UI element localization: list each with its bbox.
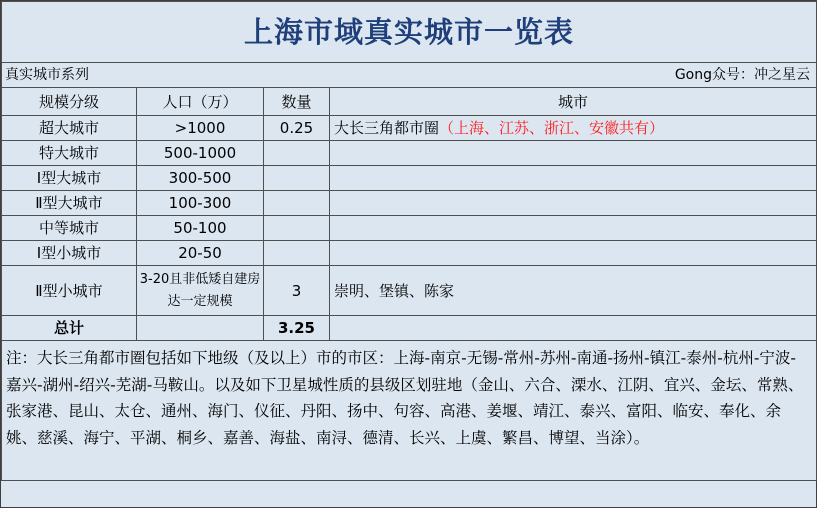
- table-row: [2, 266, 817, 316]
- scale-cell: 超大城市: [2, 116, 137, 141]
- scale-cell: Ⅰ型大城市: [2, 166, 137, 191]
- total-count: 3.25: [264, 316, 330, 341]
- scale-cell: Ⅱ型小城市: [2, 266, 137, 316]
- table-title: 上海市域真实城市一览表: [2, 2, 817, 63]
- scale-cell: Ⅰ型小城市: [2, 241, 137, 266]
- header-scale: 规模分级: [2, 88, 137, 116]
- city-cell: [330, 141, 817, 166]
- series-row: [2, 63, 817, 88]
- population-cell: 100-300: [137, 191, 264, 216]
- table-row: [2, 241, 817, 266]
- table-row: [2, 191, 817, 216]
- city-name: 大长三角都市圈: [334, 119, 440, 137]
- city-cell: [330, 166, 817, 191]
- count-cell: [264, 166, 330, 191]
- city-cell: [330, 216, 817, 241]
- table-row: [2, 166, 817, 191]
- count-cell: [264, 141, 330, 166]
- population-cell: 500-1000: [137, 141, 264, 166]
- count-cell: [264, 216, 330, 241]
- total-label: 总计: [2, 316, 137, 341]
- population-cell: 300-500: [137, 166, 264, 191]
- city-cell: 崇明、堡镇、陈家: [330, 266, 817, 316]
- header-city: 城市: [330, 88, 817, 116]
- population-cell: 50-100: [137, 216, 264, 241]
- city-note: （上海、江苏、浙江、安徽共有）: [439, 119, 665, 137]
- count-cell: 3: [264, 266, 330, 316]
- city-cell: [330, 191, 817, 216]
- table-row: [2, 116, 817, 141]
- header-row: [2, 88, 817, 116]
- total-city-cell: [330, 316, 817, 341]
- population-cell: 3-20且非低矮自建房达一定规模: [137, 266, 264, 316]
- table-row: [2, 141, 817, 166]
- series-label: 真实城市系列: [5, 67, 89, 83]
- city-cell: [330, 241, 817, 266]
- header-count: 数量: [264, 88, 330, 116]
- scale-cell: Ⅱ型大城市: [2, 191, 137, 216]
- total-row: [2, 316, 817, 341]
- count-cell: [264, 241, 330, 266]
- city-table: [1, 1, 817, 481]
- footnote: 注：大长三角都市圈包括如下地级（及以上）市的市区：上海-南京-无锡-常州-苏州-南通-扬州-镇江-泰州-杭州-宁波-嘉兴-湖州-绍兴-芜湖-马鞍山。以及如下卫星城性质的县级区划驻地（金山、六合、溧水、江阴、宜兴、金坛、常熟、张家港、昆山、太仓、通州、海门、仪征、丹阳、扬中、句容、高港、姜堰、靖江、泰兴、富阳、临安、奉化、余姚、慈溪、海宁、平湖、桐乡、嘉善、海盐、南浔、德清、长兴、上虞、繁昌、博望、当涂）。: [2, 341, 817, 481]
- city-cell: [330, 116, 817, 141]
- count-cell: [264, 191, 330, 216]
- scale-cell: 特大城市: [2, 141, 137, 166]
- total-population-cell: [137, 316, 264, 341]
- scale-cell: 中等城市: [2, 216, 137, 241]
- header-population: 人口（万）: [137, 88, 264, 116]
- population-cell: 20-50: [137, 241, 264, 266]
- population-cell: >1000: [137, 116, 264, 141]
- count-cell: 0.25: [264, 116, 330, 141]
- table-row: [2, 216, 817, 241]
- account-label: Gong众号：冲之星云: [674, 67, 811, 83]
